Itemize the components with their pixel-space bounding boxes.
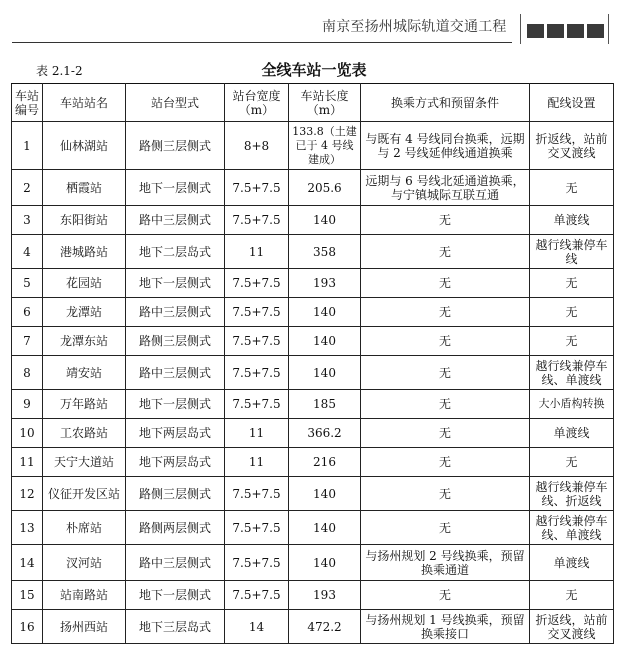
cell-type: 地下一层侧式: [126, 170, 225, 206]
cell-transfer: 无: [361, 235, 530, 269]
cell-track: 无: [530, 581, 614, 610]
cell-transfer: 无: [361, 390, 530, 419]
cell-length: 358: [289, 235, 361, 269]
table-row: [12, 122, 614, 170]
cell-width: 7.5+7.5: [225, 511, 289, 545]
cell-width: 11: [225, 448, 289, 477]
table-row: [12, 477, 614, 511]
cell-type: 地下一层侧式: [126, 390, 225, 419]
cell-no: 14: [12, 545, 43, 581]
cell-track: 越行线兼停车线: [530, 235, 614, 269]
col-header-no: 车站编号: [12, 84, 43, 122]
cell-width: 7.5+7.5: [225, 581, 289, 610]
cell-transfer: 与扬州规划 2 号线换乘，预留换乘通道: [361, 545, 530, 581]
cell-transfer: 无: [361, 206, 530, 235]
table-title: 全线车站一览表: [261, 61, 367, 79]
cell-transfer: 无: [361, 477, 530, 511]
cell-length: 140: [289, 477, 361, 511]
col-header-track: 配线设置: [530, 84, 614, 122]
cell-track: 大小盾构转换: [530, 390, 614, 419]
cell-width: 7.5+7.5: [225, 356, 289, 390]
cell-track: 单渡线: [530, 545, 614, 581]
cell-name: 仙林湖站: [43, 122, 126, 170]
table-row: [12, 298, 614, 327]
col-header-name: 车站站名: [43, 84, 126, 122]
cell-type: 路侧两层侧式: [126, 511, 225, 545]
header-rule: [12, 42, 512, 43]
cell-track: 越行线兼停车线、折返线: [530, 477, 614, 511]
header-square: [547, 24, 564, 38]
cell-length: 140: [289, 545, 361, 581]
cell-transfer: 无: [361, 581, 530, 610]
cell-width: 7.5+7.5: [225, 298, 289, 327]
cell-length: 366.2: [289, 419, 361, 448]
cell-length: 140: [289, 511, 361, 545]
cell-name: 汊河站: [43, 545, 126, 581]
cell-name: 天宁大道站: [43, 448, 126, 477]
cell-width: 7.5+7.5: [225, 170, 289, 206]
cell-type: 路中三层侧式: [126, 545, 225, 581]
cell-transfer: 与既有 4 号线同台换乘，远期与 2 号线延伸线通道换乘: [361, 122, 530, 170]
cell-transfer: 无: [361, 511, 530, 545]
cell-type: 路侧三层侧式: [126, 122, 225, 170]
cell-type: 路中三层侧式: [126, 356, 225, 390]
cell-type: 地下二层岛式: [126, 235, 225, 269]
cell-track: 无: [530, 298, 614, 327]
cell-width: 7.5+7.5: [225, 206, 289, 235]
cell-name: 万年路站: [43, 390, 126, 419]
cell-transfer: 无: [361, 327, 530, 356]
cell-type: 路侧三层侧式: [126, 477, 225, 511]
cell-name: 靖安站: [43, 356, 126, 390]
table-row: [12, 581, 614, 610]
cell-no: 11: [12, 448, 43, 477]
cell-type: 地下两层岛式: [126, 448, 225, 477]
cell-width: 7.5+7.5: [225, 327, 289, 356]
cell-type: 路侧三层侧式: [126, 327, 225, 356]
header-square: [567, 24, 584, 38]
cell-track: 无: [530, 170, 614, 206]
table-row: [12, 269, 614, 298]
cell-width: 14: [225, 610, 289, 644]
cell-no: 16: [12, 610, 43, 644]
document-header-title: 南京至扬州城际轨道交通工程: [322, 19, 507, 35]
table-row: [12, 170, 614, 206]
cell-name: 龙潭站: [43, 298, 126, 327]
table-row: [12, 610, 614, 644]
cell-type: 路中三层侧式: [126, 206, 225, 235]
cell-no: 9: [12, 390, 43, 419]
station-table: [11, 83, 614, 644]
cell-no: 1: [12, 122, 43, 170]
col-header-transfer: 换乘方式和预留条件: [361, 84, 530, 122]
header-decoration: [520, 12, 614, 42]
cell-track: 折返线，站前交叉渡线: [530, 610, 614, 644]
cell-name: 花园站: [43, 269, 126, 298]
cell-transfer: 无: [361, 419, 530, 448]
cell-no: 12: [12, 477, 43, 511]
cell-no: 13: [12, 511, 43, 545]
cell-length: 216: [289, 448, 361, 477]
cell-type: 路中三层侧式: [126, 298, 225, 327]
cell-length: 193: [289, 269, 361, 298]
table-header-row: [12, 84, 614, 122]
cell-width: 7.5+7.5: [225, 545, 289, 581]
cell-no: 6: [12, 298, 43, 327]
cell-name: 朴席站: [43, 511, 126, 545]
cell-name: 港城路站: [43, 235, 126, 269]
table-row: [12, 390, 614, 419]
cell-length: 185: [289, 390, 361, 419]
cell-width: 7.5+7.5: [225, 269, 289, 298]
header-divider: [608, 14, 609, 44]
cell-name: 站南路站: [43, 581, 126, 610]
cell-transfer: 无: [361, 269, 530, 298]
col-header-platform-type: 站台型式: [126, 84, 225, 122]
cell-track: 无: [530, 448, 614, 477]
cell-transfer: 无: [361, 298, 530, 327]
cell-length: 140: [289, 356, 361, 390]
col-header-station-length: 车站长度（m）: [289, 84, 361, 122]
cell-transfer: 无: [361, 448, 530, 477]
cell-length: 205.6: [289, 170, 361, 206]
cell-name: 东阳街站: [43, 206, 126, 235]
cell-width: 7.5+7.5: [225, 477, 289, 511]
table-row: [12, 327, 614, 356]
table-label: 表 2.1-2: [36, 64, 83, 78]
col-header-platform-width: 站台宽度（m）: [225, 84, 289, 122]
table-row: [12, 545, 614, 581]
cell-width: 8+8: [225, 122, 289, 170]
cell-no: 4: [12, 235, 43, 269]
cell-track: 单渡线: [530, 419, 614, 448]
cell-no: 15: [12, 581, 43, 610]
cell-length: 140: [289, 298, 361, 327]
cell-width: 11: [225, 419, 289, 448]
table-row: [12, 206, 614, 235]
cell-transfer: 与扬州规划 1 号线换乘，预留换乘接口: [361, 610, 530, 644]
cell-track: 无: [530, 269, 614, 298]
cell-track: 单渡线: [530, 206, 614, 235]
cell-name: 栖霞站: [43, 170, 126, 206]
table-row: [12, 511, 614, 545]
cell-type: 地下一层侧式: [126, 581, 225, 610]
cell-type: 地下三层岛式: [126, 610, 225, 644]
table-row: [12, 419, 614, 448]
cell-track: 越行线兼停车线、单渡线: [530, 356, 614, 390]
cell-name: 扬州西站: [43, 610, 126, 644]
cell-type: 地下两层岛式: [126, 419, 225, 448]
cell-no: 10: [12, 419, 43, 448]
cell-no: 5: [12, 269, 43, 298]
cell-transfer: 远期与 6 号线北延通道换乘，与宁镇城际互联互通: [361, 170, 530, 206]
cell-name: 龙潭东站: [43, 327, 126, 356]
cell-no: 2: [12, 170, 43, 206]
cell-no: 3: [12, 206, 43, 235]
table-row: [12, 448, 614, 477]
cell-width: 11: [225, 235, 289, 269]
cell-length: 140: [289, 206, 361, 235]
header-square: [527, 24, 544, 38]
cell-track: 无: [530, 327, 614, 356]
cell-type: 地下一层侧式: [126, 269, 225, 298]
header-divider: [520, 14, 521, 44]
cell-length: 133.8（土建已于 4 号线建成）: [289, 122, 361, 170]
cell-name: 仪征开发区站: [43, 477, 126, 511]
cell-no: 8: [12, 356, 43, 390]
cell-track: 折返线，站前交叉渡线: [530, 122, 614, 170]
cell-length: 472.2: [289, 610, 361, 644]
table-row: [12, 356, 614, 390]
cell-width: 7.5+7.5: [225, 390, 289, 419]
cell-transfer: 无: [361, 356, 530, 390]
cell-no: 7: [12, 327, 43, 356]
cell-length: 193: [289, 581, 361, 610]
table-row: [12, 235, 614, 269]
cell-length: 140: [289, 327, 361, 356]
cell-track: 越行线兼停车线、单渡线: [530, 511, 614, 545]
header-square: [587, 24, 604, 38]
cell-name: 工农路站: [43, 419, 126, 448]
